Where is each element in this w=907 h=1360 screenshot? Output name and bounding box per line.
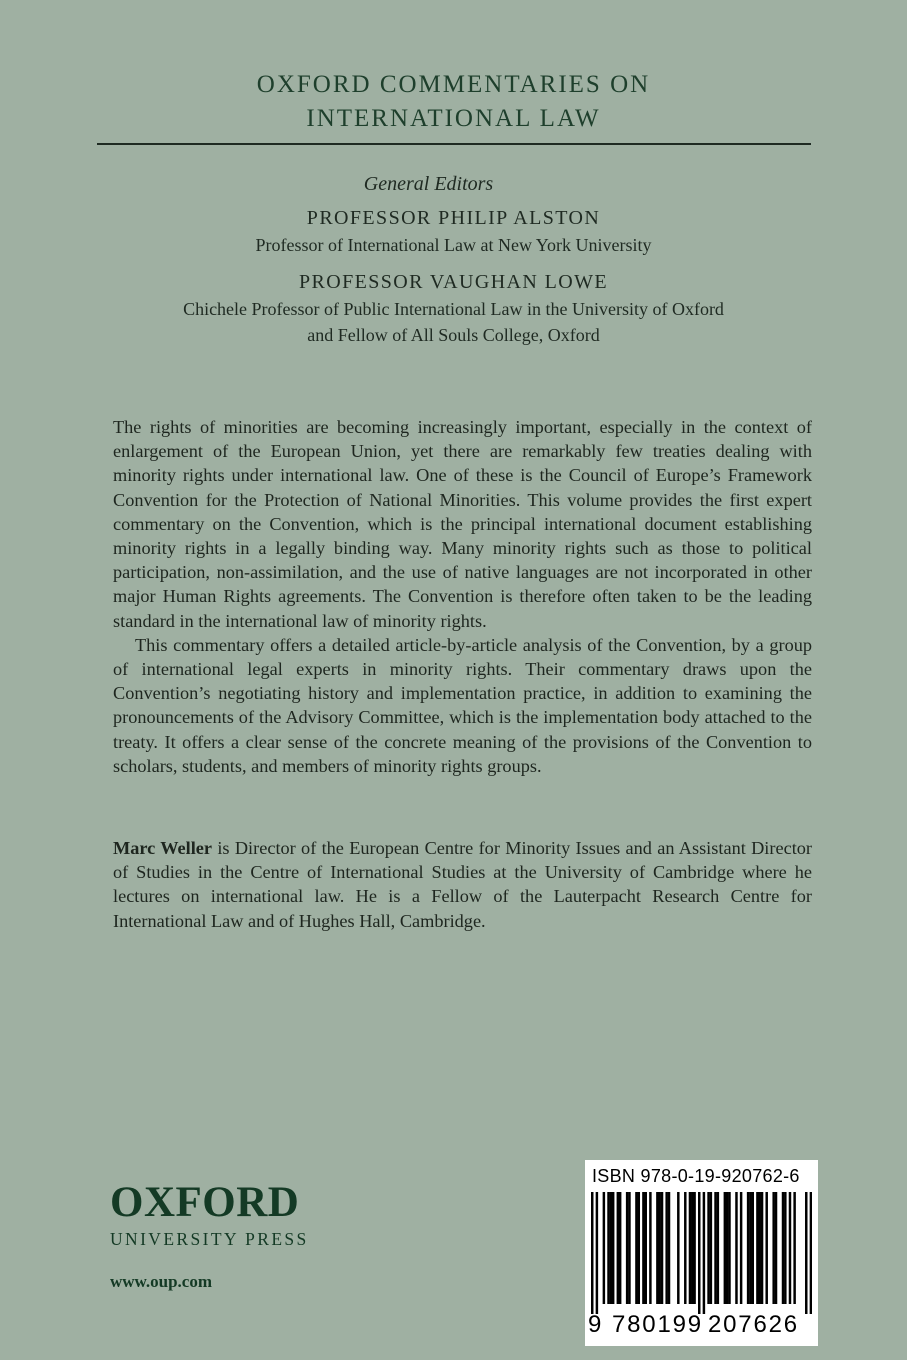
editor-name: PROFESSOR VAUGHAN LOWE: [299, 271, 608, 293]
logo-subtitle: UNIVERSITY PRESS: [110, 1229, 309, 1249]
barcode-bar: [610, 1192, 612, 1304]
barcode-bar: [724, 1192, 726, 1304]
barcode-bar: [710, 1192, 712, 1304]
barcode-bar: [642, 1192, 644, 1304]
barcode-bar: [747, 1192, 749, 1304]
logo-wordmark: OXFORD: [110, 1179, 300, 1226]
barcode-bar: [735, 1192, 737, 1304]
barcode-bar: [752, 1192, 754, 1304]
barcode-bar: [626, 1192, 628, 1304]
barcode-bar: [635, 1192, 637, 1304]
barcode-bar: [677, 1192, 679, 1304]
barcode-bar: [612, 1192, 614, 1304]
publisher-url[interactable]: www.oup.com: [110, 1272, 213, 1291]
barcode-bar: [684, 1192, 686, 1304]
isbn-barcode: [585, 1160, 818, 1346]
author-bio: [113, 836, 812, 933]
barcode-bar: [665, 1192, 667, 1304]
barcode-bar: [658, 1192, 660, 1304]
author-name: Marc Weller: [113, 838, 213, 858]
barcode-bar: [689, 1192, 691, 1304]
editor-alston: [0, 204, 907, 258]
barcode-bar: [810, 1192, 812, 1314]
editor-name: PROFESSOR PHILIP ALSTON: [306, 207, 601, 229]
barcode-bar: [638, 1192, 640, 1304]
barcode-bar: [805, 1192, 807, 1314]
barcode-bar: [784, 1192, 786, 1304]
barcode-bar: [596, 1192, 598, 1314]
editors-heading: General Editors: [363, 173, 494, 195]
series-title: [0, 68, 907, 136]
barcode-bar: [649, 1192, 651, 1304]
author-bio-text: is Director of the European Centre for Minority Issues and an Assistant Director of Studies in the Centre of International Studies at the University of Cambridge where he lectures on international law. He is a Fellow of the Lauterpacht Research Centre for International Law and of Hughes Hall, Cambridge.: [113, 838, 813, 931]
barcode-bar: [619, 1192, 621, 1304]
barcode-bar: [591, 1192, 593, 1314]
barcode-bar: [645, 1192, 647, 1304]
barcode-bar: [758, 1192, 760, 1304]
barcode-bar: [772, 1192, 774, 1304]
barcode-bars-icon: [591, 1192, 812, 1314]
barcode-bar: [607, 1192, 609, 1304]
editor-affiliation: and Fellow of All Souls College, Oxford: [307, 325, 600, 345]
barcode-bar: [703, 1192, 705, 1314]
barcode-digit-lead: 9: [588, 1311, 602, 1338]
barcode-digit-group: 780199: [612, 1311, 703, 1338]
barcode-bar: [728, 1192, 730, 1304]
description-paragraph: This commentary offers a detailed article-by-article analysis of the Convention, by a group of international legal experts in minority rights. Their commentary draws upon the Convention’s negotiating history and implementation practice, in addition to examining the pronouncements of the Advisory Committee, which is the implementation body attached to the treaty. It offers a clear sense of the concrete meaning of the provisions of the Convention to scholars, students, and members of minority rights groups.: [113, 634, 812, 776]
general-editors: [0, 170, 907, 348]
series-title-line-2: INTERNATIONAL LAW: [306, 105, 601, 132]
barcode-bar: [656, 1192, 658, 1304]
barcode-bar: [740, 1192, 742, 1304]
book-description: [113, 415, 812, 778]
barcode-bar: [789, 1192, 791, 1304]
barcode-bar: [714, 1192, 716, 1304]
barcode-bar: [775, 1192, 777, 1304]
barcode-bar: [756, 1192, 758, 1304]
barcode-bar: [698, 1192, 700, 1314]
barcode-bar: [749, 1192, 751, 1304]
barcode-bar: [691, 1192, 693, 1304]
barcode-digit-group: 207626: [708, 1311, 799, 1338]
barcode-bar: [765, 1192, 767, 1304]
barcode-bar: [617, 1192, 619, 1304]
barcode-bar: [661, 1192, 663, 1304]
title-divider: [97, 143, 811, 145]
barcode-bar: [628, 1192, 630, 1304]
barcode-bar: [793, 1192, 795, 1304]
barcode-bar: [603, 1192, 605, 1304]
editor-affiliation: Chichele Professor of Public International Law in the University of Oxford: [183, 299, 724, 319]
barcode-bar: [717, 1192, 719, 1304]
barcode-bar: [761, 1192, 763, 1304]
editor-lowe: [0, 268, 907, 348]
isbn-label: ISBN 978-0-19-920762-6: [592, 1166, 800, 1186]
barcode-bar: [668, 1192, 670, 1304]
series-title-line-1: OXFORD COMMENTARIES ON: [256, 71, 651, 98]
barcode-bar: [693, 1192, 695, 1304]
barcode-bar: [707, 1192, 709, 1304]
description-paragraph: The rights of minorities are becoming increasingly important, especially in the context of enlargement of the European Union, yet there are remarkably few treaties dealing with minority rights under international law. One of these is the Council of Europe’s Framework Convention for the Protection of National Minorities. This volume provides the first expert commentary on the Convention, which is the principal international document establishing minority rights in a legally binding way. Many minority rights such as those to political participation, non-assimilation, and the use of native languages are not incorporated in other major Human Rights agreements. The Convention is therefore often taken to be the leading standard in the international law of minority rights.: [113, 417, 812, 631]
barcode-bar: [782, 1192, 784, 1304]
barcode-bar: [726, 1192, 728, 1304]
editor-affiliation: Professor of International Law at New York University: [255, 235, 652, 255]
oup-logo: [110, 1180, 309, 1250]
